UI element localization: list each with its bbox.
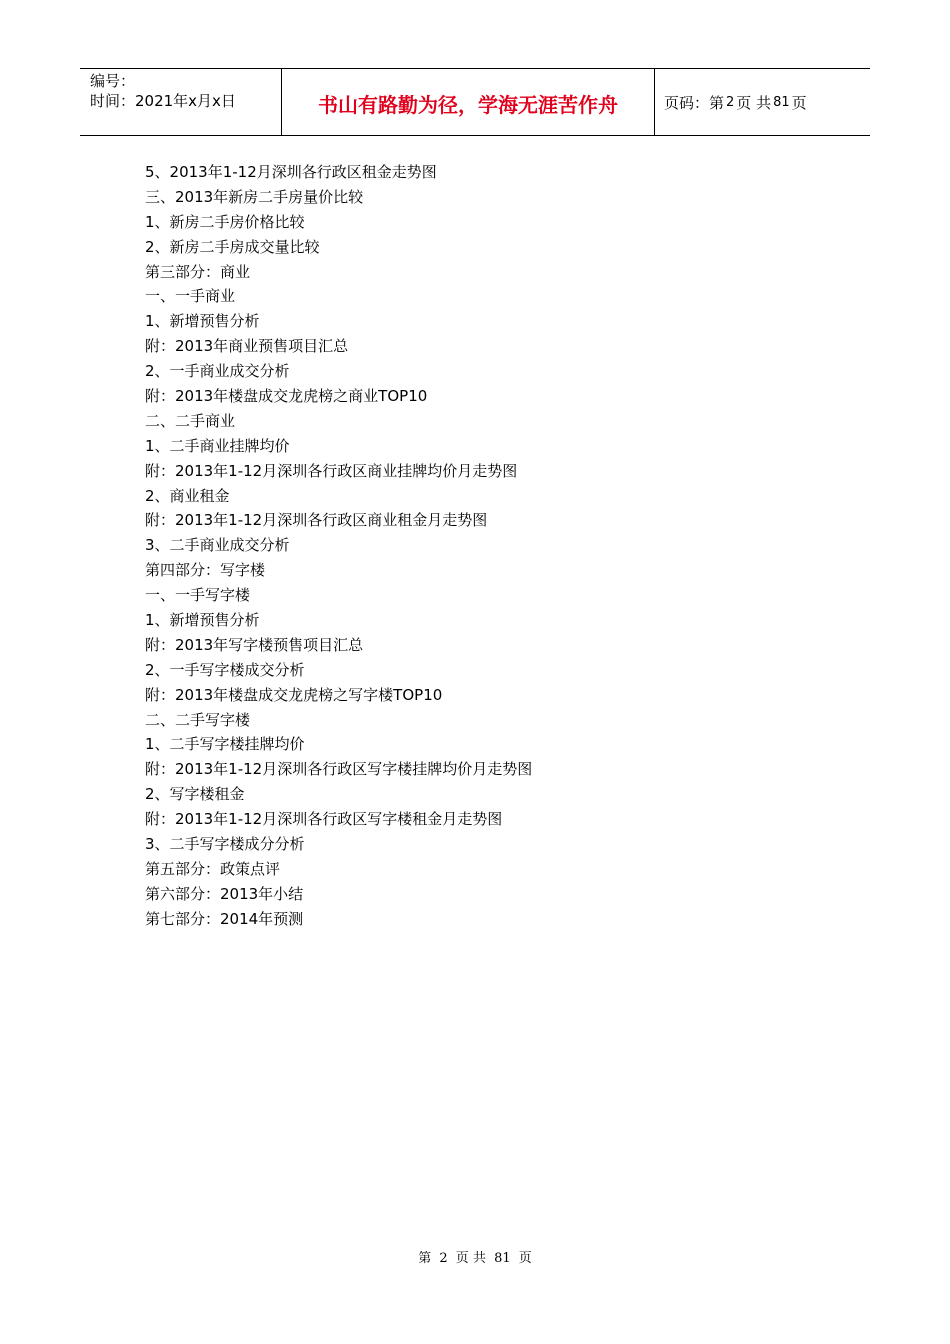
- toc-line: 5、2013年1-12月深圳各行政区租金走势图: [145, 163, 437, 181]
- toc-line: 附：2013年1-12月深圳各行政区商业租金月走势图: [145, 511, 488, 530]
- document-time: 时间：2021年x月x日: [90, 92, 236, 110]
- footer-page-current: 2: [439, 1251, 448, 1266]
- header-motto: 书山有路勤为径，学海无涯苦作舟: [282, 69, 655, 135]
- toc-line: 二、二手写字楼: [145, 710, 251, 729]
- toc-line: 附：2013年商业预售项目汇总: [145, 337, 349, 356]
- footer-mid: 页 共: [455, 1251, 486, 1266]
- toc-line: 3、二手商业成交分析: [145, 536, 290, 555]
- toc-line: 第六部分：2013年小结: [145, 884, 304, 903]
- toc-line: 2、一手写字楼成交分析: [145, 660, 305, 679]
- toc-line: 2、一手商业成交分析: [145, 362, 290, 381]
- toc-line: 3、二手写字楼成分分析: [145, 835, 305, 854]
- toc-line: 2、写字楼租金: [145, 785, 245, 804]
- toc-line: 第三部分：商业: [145, 262, 251, 281]
- table-of-contents: [145, 160, 845, 932]
- toc-line: 附：2013年楼盘成交龙虎榜之商业TOP10: [145, 387, 428, 406]
- toc-line: 1、新增预售分析: [145, 312, 260, 331]
- toc-line: 第五部分：政策点评: [145, 859, 281, 878]
- header-page-mid: 页 共: [736, 93, 772, 112]
- header-page-suffix: 页: [791, 93, 807, 112]
- footer-prefix: 第: [418, 1251, 432, 1266]
- toc-line: 三、2013年新房二手房量价比较: [145, 187, 364, 206]
- page-header: [80, 68, 870, 136]
- toc-line: 1、新房二手房价格比较: [145, 212, 305, 231]
- toc-line: 第四部分：写字楼: [145, 561, 266, 580]
- toc-line: 一、一手商业: [145, 287, 236, 306]
- toc-line: 2、商业租金: [145, 486, 230, 505]
- header-meta: [80, 69, 282, 135]
- footer-page-total: 81: [494, 1251, 511, 1266]
- toc-line: 二、二手商业: [145, 411, 236, 430]
- toc-line: 1、二手写字楼挂牌均价: [145, 735, 305, 754]
- toc-line: 附：2013年1-12月深圳各行政区写字楼挂牌均价月走势图: [145, 760, 533, 779]
- header-page-total: 81: [773, 94, 790, 110]
- header-page-info: [655, 69, 870, 135]
- toc-line: 1、二手商业挂牌均价: [145, 436, 290, 455]
- toc-line: 附：2013年1-12月深圳各行政区写字楼租金月走势图: [145, 810, 503, 829]
- toc-line: 附：2013年写字楼预售项目汇总: [145, 635, 364, 654]
- toc-line: 附：2013年楼盘成交龙虎榜之写字楼TOP10: [145, 685, 443, 704]
- header-page-current: 2: [726, 94, 735, 110]
- toc-line: 一、一手写字楼: [145, 586, 251, 605]
- toc-line: 第七部分：2014年预测: [145, 909, 304, 928]
- toc-line: 1、新增预售分析: [145, 611, 260, 630]
- footer-suffix: 页: [518, 1251, 532, 1266]
- page-footer: [0, 1247, 950, 1266]
- document-number-label: 编号：: [90, 72, 136, 90]
- header-page-prefix: 页码：第: [664, 93, 725, 112]
- toc-line: 附：2013年1-12月深圳各行政区商业挂牌均价月走势图: [145, 461, 518, 480]
- toc-line: 2、新房二手房成交量比较: [145, 237, 320, 256]
